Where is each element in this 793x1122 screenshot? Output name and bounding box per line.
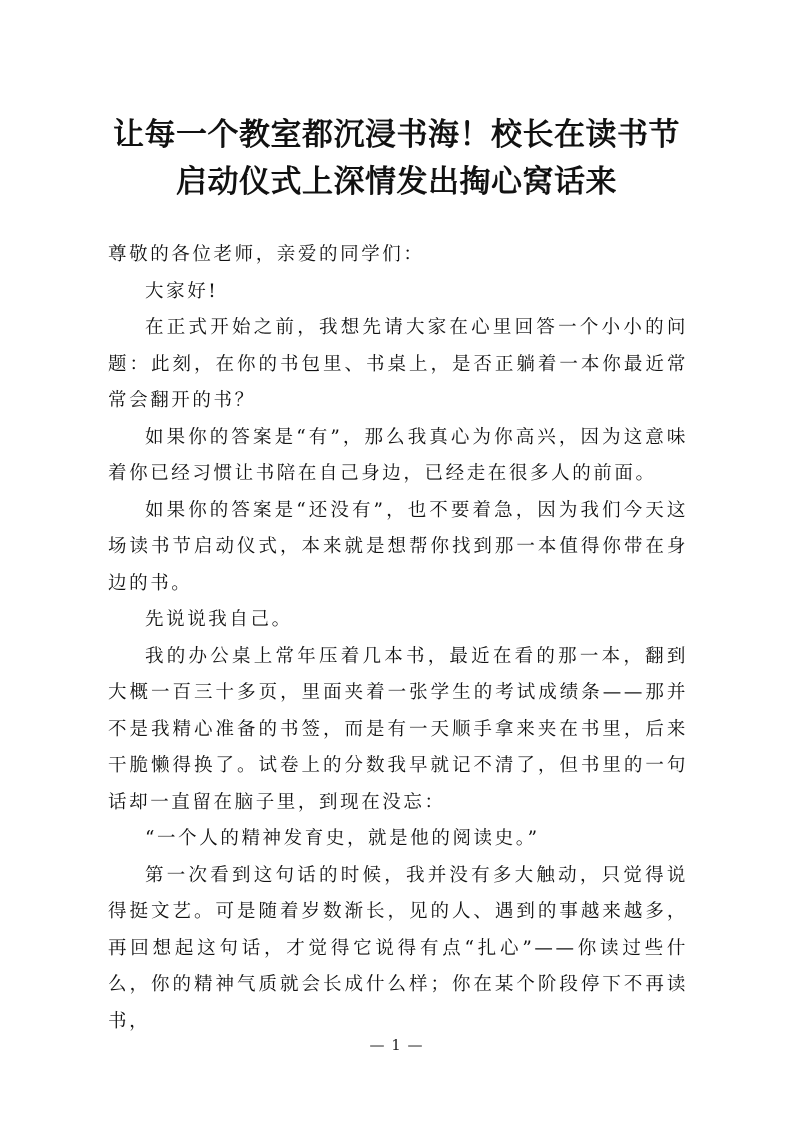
paragraph-question: 在正式开始之前，我想先请大家在心里回答一个小小的问题：此刻，在你的书包里、书桌上，是否正躺着一本你最近常常会翻开的书？ (108, 317, 688, 411)
paragraph-desk-books: 我的办公桌上常年压着几本书，最近在看的那一本，翻到大概一百三十多页，里面夹着一张学生的考试成绩条——那并不是我精心准备的书签，而是有一天顺手拿来夹在书里，后来干脆懒得换了。试卷上的分数我早就记不清了，但书里的一句话却一直留在脑子里，到现在没忘： (108, 645, 688, 813)
title-line-2: 启动仪式上深情发出掏心窝话来 (176, 164, 617, 200)
paragraph-answer-no: 如果你的答案是“还没有”，也不要着急，因为我们今天这场读书节启动仪式，本来就是想帮你找到那一本值得你带在身边的书。 (108, 499, 688, 594)
page-number: — 1 — (369, 1036, 424, 1054)
salutation: 尊敬的各位老师，亲爱的同学们： (108, 244, 425, 265)
page-title (0, 112, 793, 206)
paragraph-greeting: 大家好! (145, 280, 219, 302)
title-line-1: 让每一个教室都沉浸书海！校长在读书节 (113, 117, 680, 153)
paragraph-answer-yes: 如果你的答案是“有”，那么我真心为你高兴，因为这意味着你已经习惯让书陪在自己身边，已经走在很多人的前面。 (108, 426, 688, 484)
paragraph-about-myself: 先说说我自己。 (145, 609, 293, 630)
document-body (108, 237, 688, 1040)
paragraph-quote: “一个人的精神发育史，就是他的阅读史。” (145, 828, 540, 849)
paragraph-reflection: 第一次看到这句话的时候，我并没有多大触动，只觉得说得挺文艺。可是随着岁数渐长，见的人、遇到的事越来越多，再回想起这句话，才觉得它说得有点“扎心”——你读过些什么，你的精神气质就会长成什么样；你在某个阶段停下不再读书， (108, 864, 688, 1032)
